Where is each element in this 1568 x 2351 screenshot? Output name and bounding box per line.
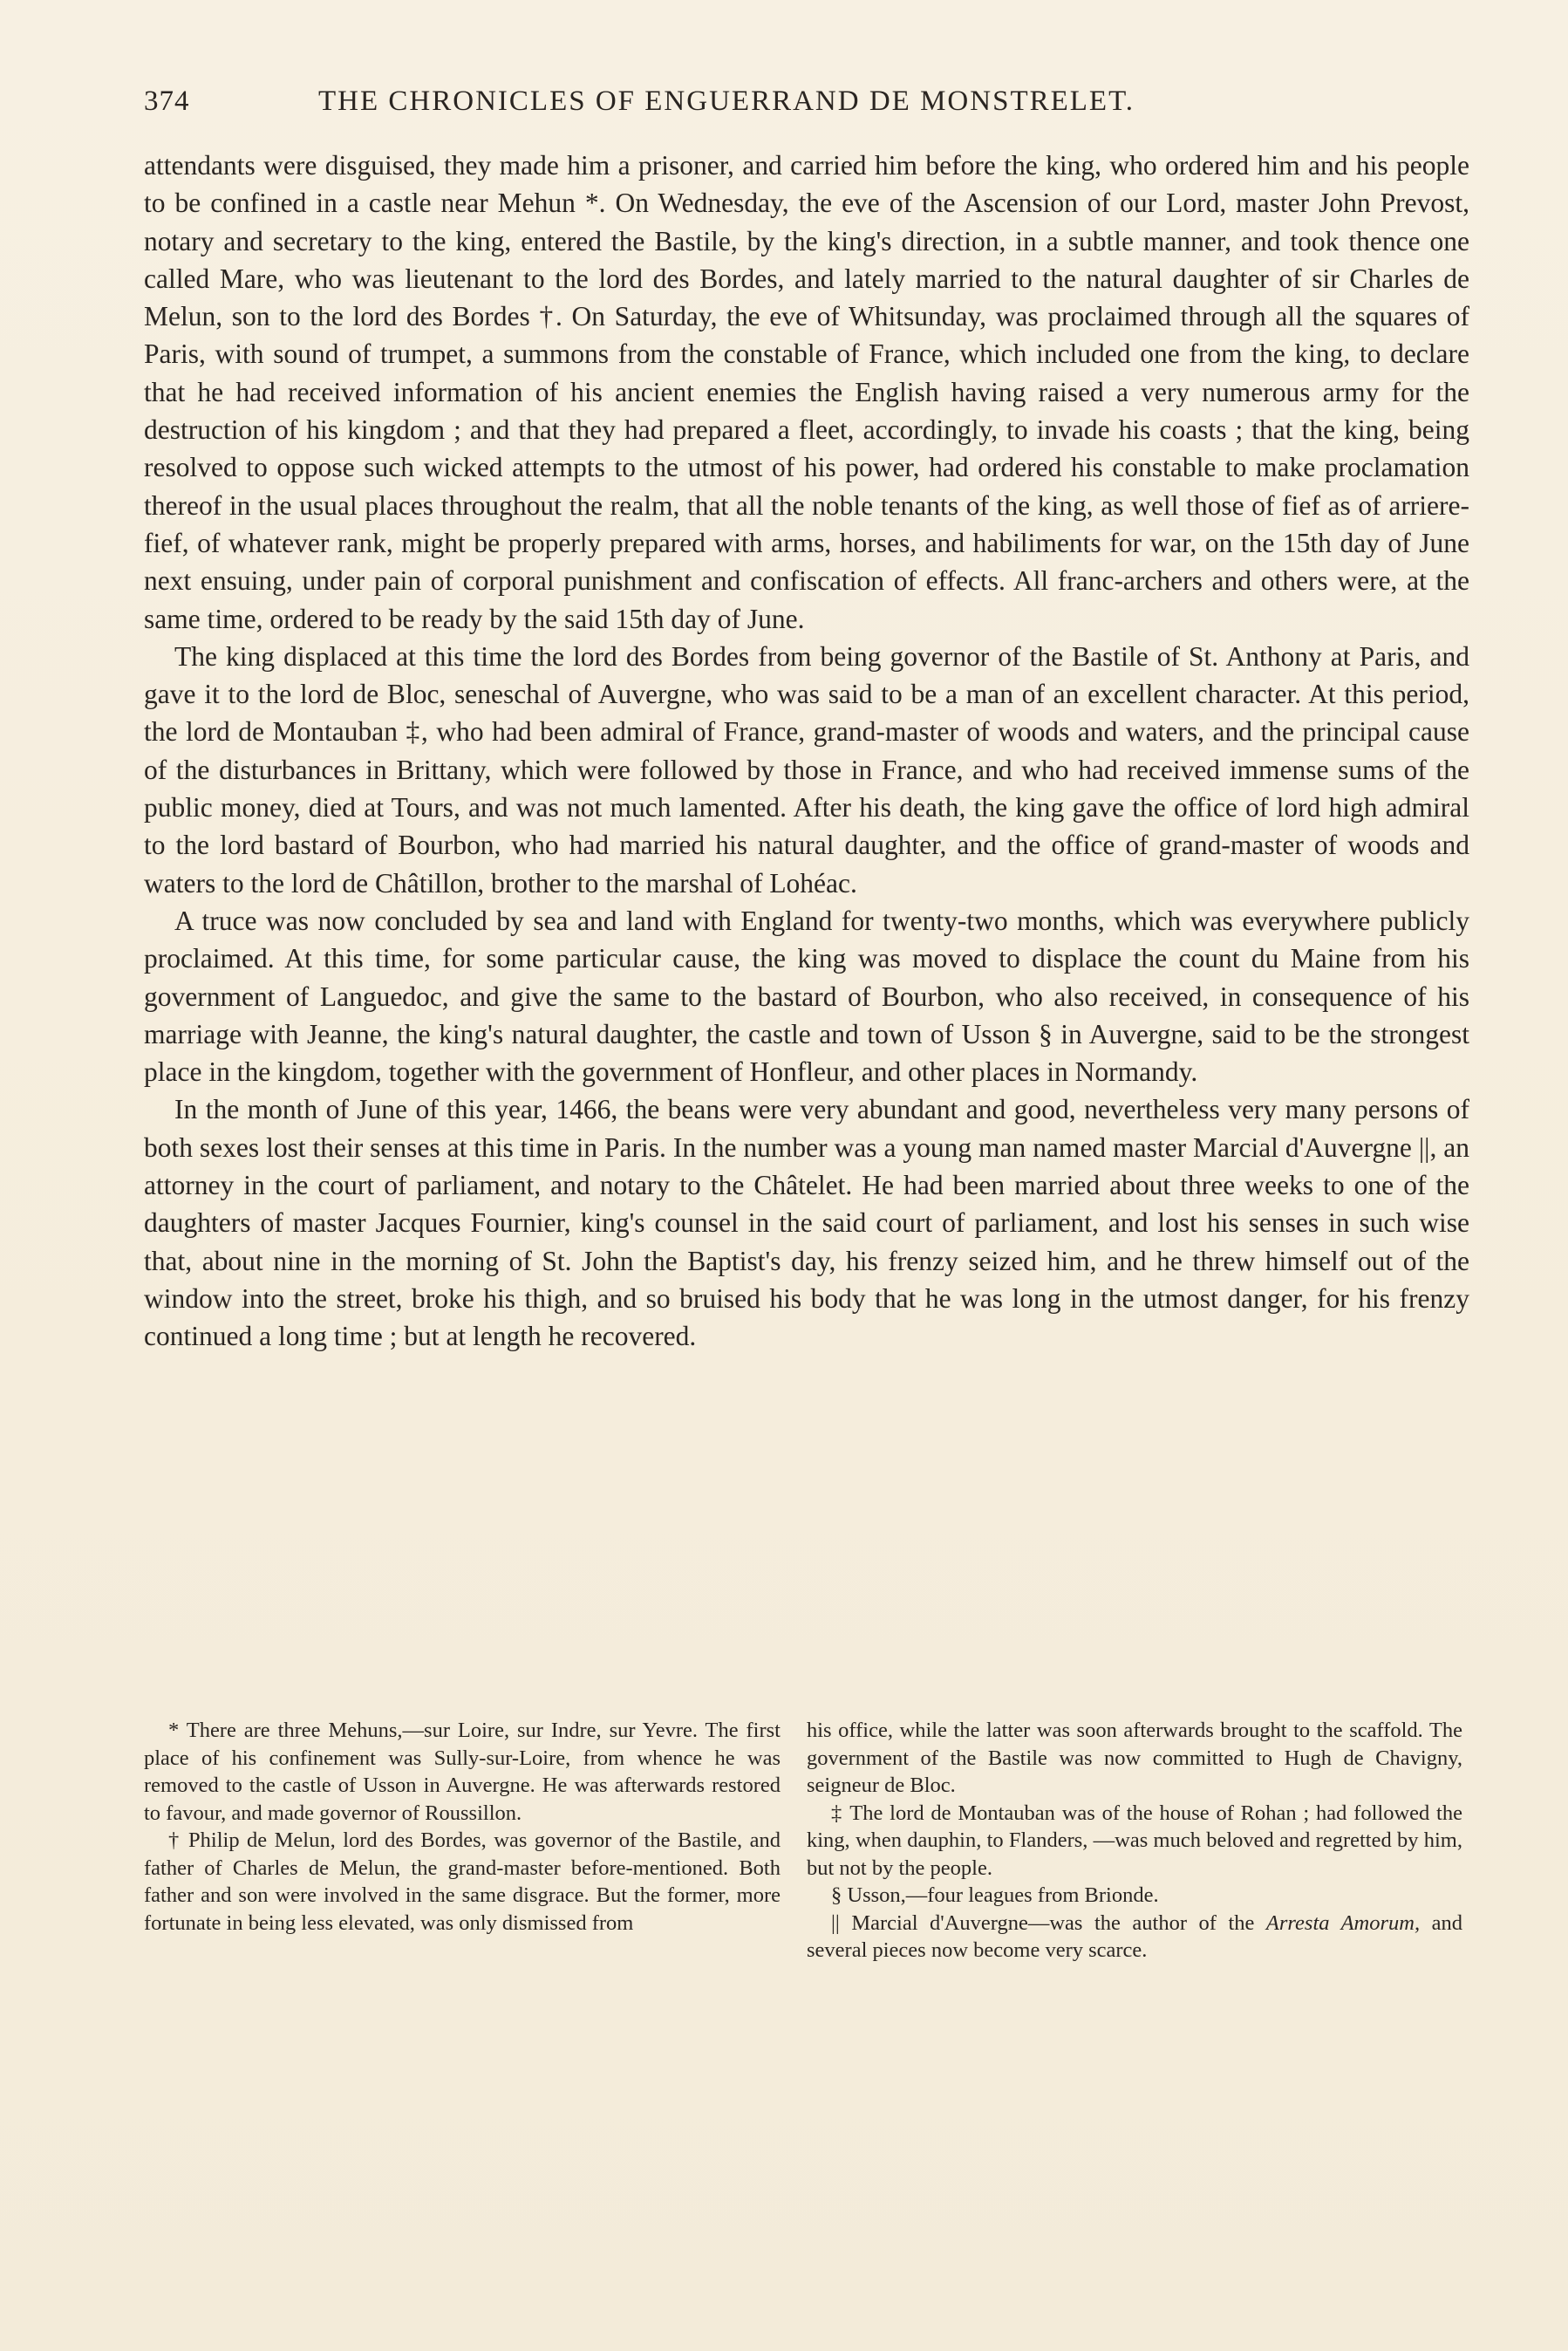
- footnote: § Usson,—four leagues from Brionde.: [831, 1883, 1159, 1907]
- footnote: ‡ The lord de Montauban was of the house of Rohan ; had followed the king, when dauphin, to Flanders, —was much beloved and regretted by him, but not by the people.: [807, 1801, 1462, 1880]
- footnote-text-tail: and several pieces now become very scarce.: [807, 1910, 1463, 1962]
- paragraph: A truce was now concluded by sea and land with England for twenty-two months, which was everywhere publicly proclaimed. At this time, for some particular cause, the king was moved to displace the count du Maine from his government of Languedoc, and give the same to the bastard of Bourbon, who also received, in consequence of his marriage with Jeanne, the king's natural daughter, the castle and town of Usson § in Auvergne, said to be the strongest place in the kingdom, together with the government of Honfleur, and other places in Normandy.: [144, 905, 1469, 1088]
- paragraph: In the month of June of this year, 1466, the beans were very abundant and good, nevertheless very many persons of both sexes lost their senses at this time in Paris. In the number was a young man named master Marcial d'Auvergne ||, an attorney in the court of parliament, and notary to the Châtelet. He had been married about three weeks to one of the daughters of master Jacques Fournier, king's counsel in the said court of parliament, and lost his senses in such wise that, about nine in the morning of St. John the Baptist's day, his frenzy seized him, and he threw himself out of the window into the street, broke his thigh, and so bruised his body that he was long in the utmost danger, for his frenzy continued a long time ; but at length he recovered.: [144, 1094, 1469, 1352]
- footnotes-left-column: [144, 1717, 781, 1937]
- footnote-continuation: his office, while the latter was soon afterwards brought to the scaffold. The government of the Bastile was now committed to Hugh de Chavigny, seigneur de Bloc.: [807, 1719, 1462, 1797]
- footnote: [807, 1910, 1462, 1965]
- paragraph: attendants were disguised, they made him a prisoner, and carried him before the king, who ordered him and his people to be confined in a castle near Mehun *. On Wednesday, the eve of the Ascension of our Lord, master John Prevost, notary and secretary to the king, entered the Bastile, by the king's direction, in a subtle manner, and took thence one called Mare, who was lieutenant to the lord des Bordes, and lately married to the natural daughter of sir Charles de Melun, son to the lord des Bordes †. On Saturday, the eve of Whitsunday, was proclaimed through all the squares of Paris, with sound of trumpet, a summons from the constable of France, which included one from the king, to declare that he had received information of his ancient enemies the English having raised a very numerous army for the destruction of his kingdom ; and that they had prepared a fleet, accordingly, to invade his coasts ; that the king, being resolved to oppose such wicked attempts to the utmost of his power, had ordered his constable to make proclamation thereof in the usual places throughout the realm, that all the noble tenants of the king, as well those of fief as of arriere-fief, of whatever rank, might be properly prepared with arms, horses, and habiliments for war, on the 15th day of June next ensuing, under pain of corporal punishment and confiscation of effects. All franc-archers and others were, at the same time, ordered to be ready by the said 15th day of June.: [144, 150, 1469, 634]
- footnote-title-italic: Arresta Amorum,: [1265, 1910, 1421, 1935]
- footnote-text: || Marcial d'Auvergne—was the author of the: [831, 1910, 1255, 1935]
- page-header: [144, 85, 1500, 129]
- page-number: 374: [144, 85, 190, 117]
- paragraph: The king displaced at this time the lord des Bordes from being governor of the Bastile of St. Anthony at Paris, and gave it to the lord de Bloc, seneschal of Auvergne, who was said to be a man of an excellent character. At this period, the lord de Montauban ‡, who had been admiral of France, grand-master of woods and waters, and the principal cause of the disturbances in Brittany, which were followed by those in France, and who had received immense sums of the public money, died at Tours, and was not much lamented. After his death, the king gave the office of lord high admiral to the lord bastard of Bourbon, who had married his natural daughter, and the office of grand-master of woods and waters to the lord de Châtillon, brother to the marshal of Lohéac.: [144, 640, 1469, 899]
- running-head: THE CHRONICLES OF ENGUERRAND DE MONSTRELET.: [318, 85, 1135, 117]
- footnote: † Philip de Melun, lord des Bordes, was governor of the Bastile, and father of Charles de Melun, the grand-master before-mentioned. Both father and son were involved in the same disgrace. But the former, more fortunate in being less elevated, was only dismissed from: [144, 1828, 781, 1935]
- main-text: [144, 147, 1469, 1356]
- footnotes-right-column: [807, 1717, 1462, 1965]
- footnote: * There are three Mehuns,—sur Loire, sur Indre, sur Yevre. The first place of his confinement was Sully-sur-Loire, from whence he was removed to the castle of Usson in Auvergne. He was afterwards restored to favour, and made governor of Roussillon.: [144, 1719, 781, 1825]
